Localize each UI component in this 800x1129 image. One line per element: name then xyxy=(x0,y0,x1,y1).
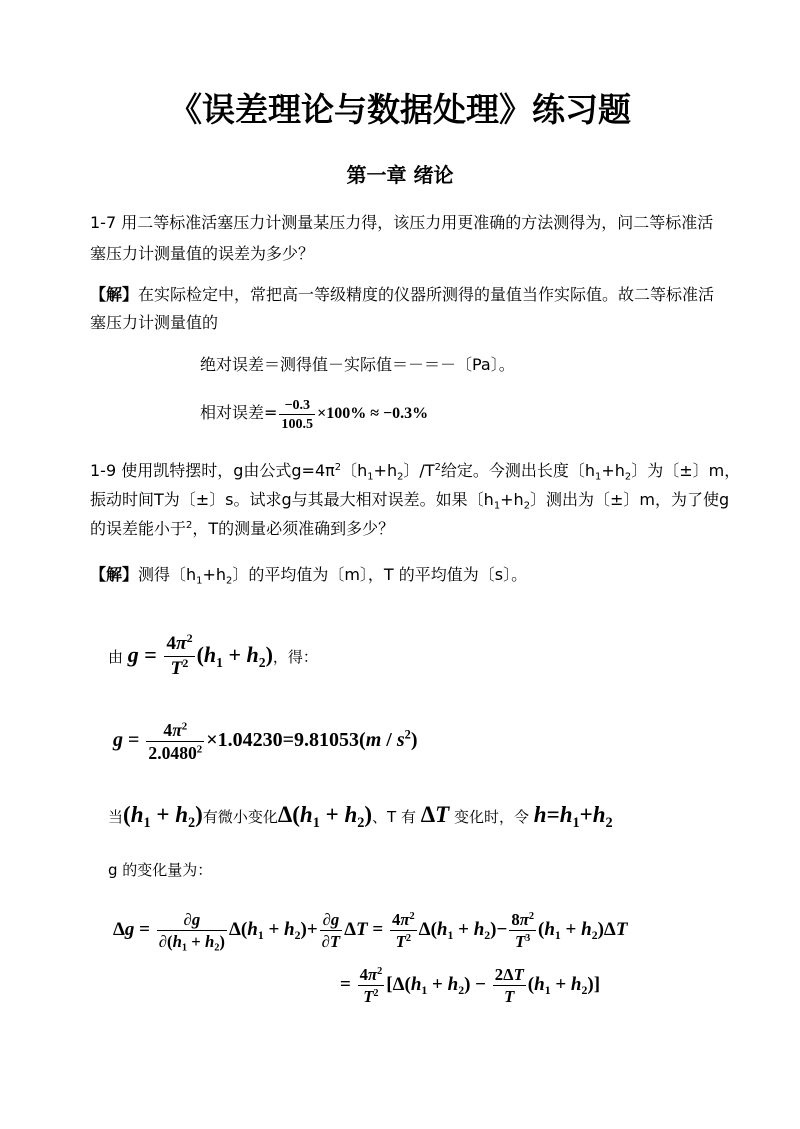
math-expression xyxy=(277,802,373,831)
absolute-error-line xyxy=(200,351,515,379)
math-variable: T xyxy=(329,932,341,952)
subscript: 1 xyxy=(181,942,188,954)
text-run: 相对误差= xyxy=(200,403,278,422)
math-variable: π xyxy=(400,909,410,929)
math-text: + xyxy=(187,932,205,952)
text-run: 1-9 使用凯特摆时，g由公式g=4π xyxy=(90,461,335,480)
math-variable: m xyxy=(365,729,382,751)
subscript: 1 xyxy=(216,654,223,670)
fraction xyxy=(390,910,417,951)
math-text: ×1.04230=9.81053( xyxy=(206,729,366,751)
text-run: 给定。今测出长度〔h xyxy=(440,461,596,480)
subscript: 1 xyxy=(312,814,320,831)
math-variable: π xyxy=(172,719,182,740)
fraction xyxy=(509,910,536,951)
math-variable: T xyxy=(514,932,526,952)
math-variable: h xyxy=(581,919,592,940)
math-text: ( xyxy=(538,919,545,940)
math-variable: h xyxy=(284,919,295,940)
math-expression xyxy=(127,631,273,680)
fraction-denominator xyxy=(146,742,204,763)
subscript: 2 xyxy=(458,984,465,998)
math-text: = xyxy=(546,802,560,827)
math-text: [Δ( xyxy=(386,974,411,995)
math-variable: s xyxy=(396,729,405,751)
problem-1-9-solution xyxy=(90,561,527,589)
chapter-heading: 第一章 绪论 xyxy=(346,163,454,187)
math-expression xyxy=(277,396,429,432)
superscript: 2 xyxy=(186,631,193,646)
fraction xyxy=(358,965,385,1006)
superscript: 2 xyxy=(334,462,342,474)
math-text: + xyxy=(560,919,582,940)
math-expression xyxy=(123,802,203,831)
text-line xyxy=(90,281,714,309)
bold-label: 【解】 xyxy=(90,285,139,304)
math-expression xyxy=(113,719,418,763)
text-line xyxy=(90,238,713,269)
fraction-denominator xyxy=(279,415,315,432)
math-text: 2.0480 xyxy=(148,742,197,763)
math-text: = xyxy=(123,729,145,751)
text-run: 〕/T xyxy=(403,461,435,480)
text-run: 、T 有 xyxy=(372,808,421,826)
math-variable: T xyxy=(363,987,374,1007)
text-run: 有微小变化 xyxy=(202,808,278,826)
superscript: 2 xyxy=(196,743,203,756)
math-text: −0.3 xyxy=(284,396,311,413)
superscript: 2 xyxy=(528,910,534,922)
formula-g-numeric xyxy=(113,710,418,771)
fraction-denominator xyxy=(169,657,191,680)
math-expression xyxy=(421,802,449,827)
math-variable: h xyxy=(130,802,144,827)
delta-g-formula-line-2 xyxy=(340,955,600,1015)
math-variable: T xyxy=(615,919,628,940)
math-variable: h xyxy=(570,974,582,995)
math-variable: g xyxy=(191,909,201,929)
math-text: )− xyxy=(490,919,508,940)
text-line xyxy=(113,900,627,960)
subscript: 2 xyxy=(484,929,491,943)
math-variable: h xyxy=(473,919,485,940)
delta-g-formula-line-1 xyxy=(113,900,627,960)
math-text: ∂ xyxy=(183,909,192,929)
fraction-denominator xyxy=(157,931,227,954)
math-text: ) − xyxy=(464,974,491,995)
fraction-numerator xyxy=(509,910,536,931)
fraction xyxy=(146,720,204,763)
math-text: ) xyxy=(265,642,273,667)
math-variable: h xyxy=(592,802,606,827)
fraction xyxy=(493,965,526,1006)
math-variable: h xyxy=(203,642,217,667)
math-text: )] xyxy=(587,974,601,995)
math-text: = xyxy=(134,919,155,940)
fraction xyxy=(320,910,342,951)
math-variable: h xyxy=(447,974,459,995)
math-text: / xyxy=(381,729,397,751)
fraction-numerator xyxy=(164,633,194,657)
subscript: 2 xyxy=(591,929,598,943)
problem-1-7-question xyxy=(90,207,713,269)
math-variable: g xyxy=(127,642,139,667)
fraction-numerator xyxy=(146,720,204,742)
superscript: 3 xyxy=(525,932,531,944)
fraction-numerator xyxy=(390,910,417,931)
text-run: 由 xyxy=(108,648,128,666)
math-variable: π xyxy=(519,909,529,929)
math-variable: h xyxy=(534,974,545,995)
change-label xyxy=(108,856,212,884)
superscript: 2 xyxy=(373,987,379,999)
math-variable: h xyxy=(299,802,313,827)
math-variable: h xyxy=(436,919,448,940)
text-line xyxy=(200,391,428,436)
math-text: ( xyxy=(196,642,204,667)
math-text: ×100% ≈ −0.3% xyxy=(317,405,429,422)
text-line xyxy=(90,456,740,485)
math-text: 2Δ xyxy=(494,964,514,984)
math-variable: h xyxy=(344,802,358,827)
text-run: +h xyxy=(601,461,625,480)
fraction-denominator xyxy=(394,931,413,951)
subscript: 2 xyxy=(624,471,632,483)
text-run: +h xyxy=(373,461,398,480)
fraction xyxy=(164,633,194,681)
math-text: = xyxy=(138,642,163,667)
math-text: + xyxy=(222,642,247,667)
math-variable: h xyxy=(175,802,189,827)
subscript: 2 xyxy=(397,471,404,483)
problem-1-7-solution xyxy=(90,281,714,337)
text-line xyxy=(340,955,600,1015)
math-text: ∂( xyxy=(158,932,173,952)
subscript: 2 xyxy=(214,942,220,954)
document-title: 《误差理论与数据处理》练习题 xyxy=(169,90,631,129)
math-text: 100.5 xyxy=(281,415,314,432)
math-expression xyxy=(533,802,613,831)
math-text: Δ( xyxy=(418,919,437,940)
subscript: 2 xyxy=(523,500,530,512)
text-line xyxy=(108,625,318,687)
math-text: + xyxy=(453,919,474,940)
bold-label: 【解】 xyxy=(90,565,139,584)
math-text: ∂ xyxy=(322,909,331,929)
fraction-numerator xyxy=(358,965,385,986)
math-variable: g xyxy=(330,909,340,929)
math-text: )+ xyxy=(300,919,318,940)
subscript: 1 xyxy=(595,471,602,483)
math-text: Δ xyxy=(113,919,125,940)
math-text: 8 xyxy=(511,909,520,929)
math-variable: T xyxy=(435,802,450,827)
math-text: + xyxy=(427,974,448,995)
fraction-denominator xyxy=(513,931,532,951)
math-text: 4 xyxy=(163,719,173,740)
math-variable: g xyxy=(113,729,123,751)
math-text: ∂ xyxy=(321,932,330,952)
fraction-denominator xyxy=(502,986,516,1006)
math-text: ) xyxy=(364,802,373,827)
text-run: 的误差能小于 xyxy=(90,519,187,538)
text-line xyxy=(90,309,714,337)
subscript: 2 xyxy=(357,814,365,831)
problem-1-9-question xyxy=(90,456,740,543)
math-variable: T xyxy=(504,987,515,1007)
text-run: 1-7 用二等标准活塞压力计测量某压力得，该压力用更准确的方法测得为，问二等标准活 xyxy=(90,213,714,232)
math-variable: T xyxy=(395,932,406,952)
math-text: 4 xyxy=(166,633,177,655)
text-line xyxy=(90,207,713,238)
math-variable: h xyxy=(544,919,555,940)
math-variable: h xyxy=(246,642,259,667)
math-variable: h xyxy=(204,932,215,952)
text-line xyxy=(200,351,515,379)
superscript: 2 xyxy=(186,520,193,532)
superscript: 2 xyxy=(182,656,189,671)
math-variable: π xyxy=(367,964,378,984)
subscript: 2 xyxy=(258,654,266,670)
superscript: 2 xyxy=(377,965,383,977)
math-variable: π xyxy=(176,633,187,655)
text-line xyxy=(90,485,740,514)
subscript: 1 xyxy=(367,471,374,483)
fraction-numerator xyxy=(493,965,526,986)
math-variable: T xyxy=(170,658,183,680)
text-run: 在实际检定中，常把高一等级精度的仪器所测得的量值当作实际值。故二等标准活 xyxy=(138,285,715,304)
text-run: +h xyxy=(202,565,227,584)
text-run: 当 xyxy=(108,808,124,826)
math-text: Δ xyxy=(420,802,436,827)
math-text: 4 xyxy=(391,909,401,929)
text-run: 振动时间T为〔±〕s。试求g与其最大相对误差。如果〔h xyxy=(90,490,494,509)
text-run: 测得〔h xyxy=(138,565,197,584)
math-variable: h xyxy=(172,932,182,952)
math-text: = xyxy=(367,919,388,940)
text-run: +h xyxy=(500,490,524,509)
math-expression xyxy=(113,909,628,954)
math-variable: g xyxy=(124,919,135,940)
superscript: 2 xyxy=(434,462,441,474)
fraction-denominator xyxy=(361,986,380,1006)
math-text: + xyxy=(550,974,571,995)
subscript: 2 xyxy=(605,814,613,831)
math-text: = xyxy=(340,974,356,995)
math-text: Δ( xyxy=(277,802,300,827)
superscript: 2 xyxy=(409,910,415,922)
math-text: + xyxy=(319,802,345,827)
math-text: ) xyxy=(195,802,203,827)
small-change-condition xyxy=(108,795,613,837)
math-variable: h xyxy=(533,802,547,827)
text-run: 〕的平均值为〔m〕，T 的平均值为〔s〕。 xyxy=(232,565,528,584)
subscript: 2 xyxy=(226,575,233,587)
text-run: 变化时，令 xyxy=(449,808,534,826)
math-text: )Δ xyxy=(597,919,616,940)
subscript: 2 xyxy=(294,929,301,943)
math-text: ) xyxy=(219,932,225,952)
subscript: 1 xyxy=(493,500,501,512)
text-run: ，T的测量必须准确到多少？ xyxy=(192,519,395,538)
math-text: + xyxy=(263,919,285,940)
text-run: 〔h xyxy=(341,461,368,480)
subscript: 1 xyxy=(143,814,151,831)
subscript: 1 xyxy=(447,929,454,943)
math-expression xyxy=(340,964,601,1007)
text-line xyxy=(90,514,740,543)
fraction-numerator xyxy=(279,397,315,415)
text-run: 塞压力计测量值的误差为多少？ xyxy=(90,244,315,263)
subscript: 2 xyxy=(188,814,196,831)
text-run: 〕测出为〔±〕m，为了使g xyxy=(530,490,730,509)
math-text: Δ( xyxy=(228,919,248,940)
math-variable: T xyxy=(356,919,368,940)
math-variable: h xyxy=(247,919,258,940)
text-run: ，得： xyxy=(272,648,318,666)
math-text: + xyxy=(150,802,176,827)
math-text: + xyxy=(579,802,593,827)
text-run: g 的变化量为： xyxy=(108,861,213,879)
math-text: Δ xyxy=(344,919,357,940)
math-variable: h xyxy=(410,974,422,995)
text-line xyxy=(90,561,527,589)
relative-error-line xyxy=(200,391,428,436)
superscript: 2 xyxy=(181,720,188,733)
subscript: 1 xyxy=(544,984,551,998)
subscript: 1 xyxy=(196,575,203,587)
subscript: 1 xyxy=(421,984,428,998)
subscript: 1 xyxy=(554,929,561,943)
subscript: 1 xyxy=(572,814,580,831)
math-variable: h xyxy=(559,802,573,827)
math-text: ( xyxy=(123,802,131,827)
text-run: 〕为〔±〕m， xyxy=(631,461,741,480)
superscript: 2 xyxy=(404,727,411,742)
subscript: 1 xyxy=(257,929,264,943)
fraction-denominator xyxy=(320,931,342,951)
text-line xyxy=(108,856,212,884)
text-line xyxy=(113,710,418,771)
fraction-numerator xyxy=(157,910,227,931)
fraction xyxy=(279,397,315,432)
math-text: ) xyxy=(410,729,418,751)
text-run: 绝对误差＝测得值－实际值＝－＝－〔Pa〕。 xyxy=(200,355,515,374)
text-run: 塞压力计测量值的 xyxy=(90,313,219,332)
fraction xyxy=(157,909,227,954)
math-variable: T xyxy=(513,964,524,984)
formula-g-definition xyxy=(108,625,318,687)
text-line xyxy=(108,795,613,837)
math-text: ( xyxy=(527,974,535,995)
subscript: 2 xyxy=(581,984,588,998)
math-text: 4 xyxy=(359,964,368,984)
superscript: 2 xyxy=(405,932,412,944)
fraction-numerator xyxy=(320,910,342,931)
